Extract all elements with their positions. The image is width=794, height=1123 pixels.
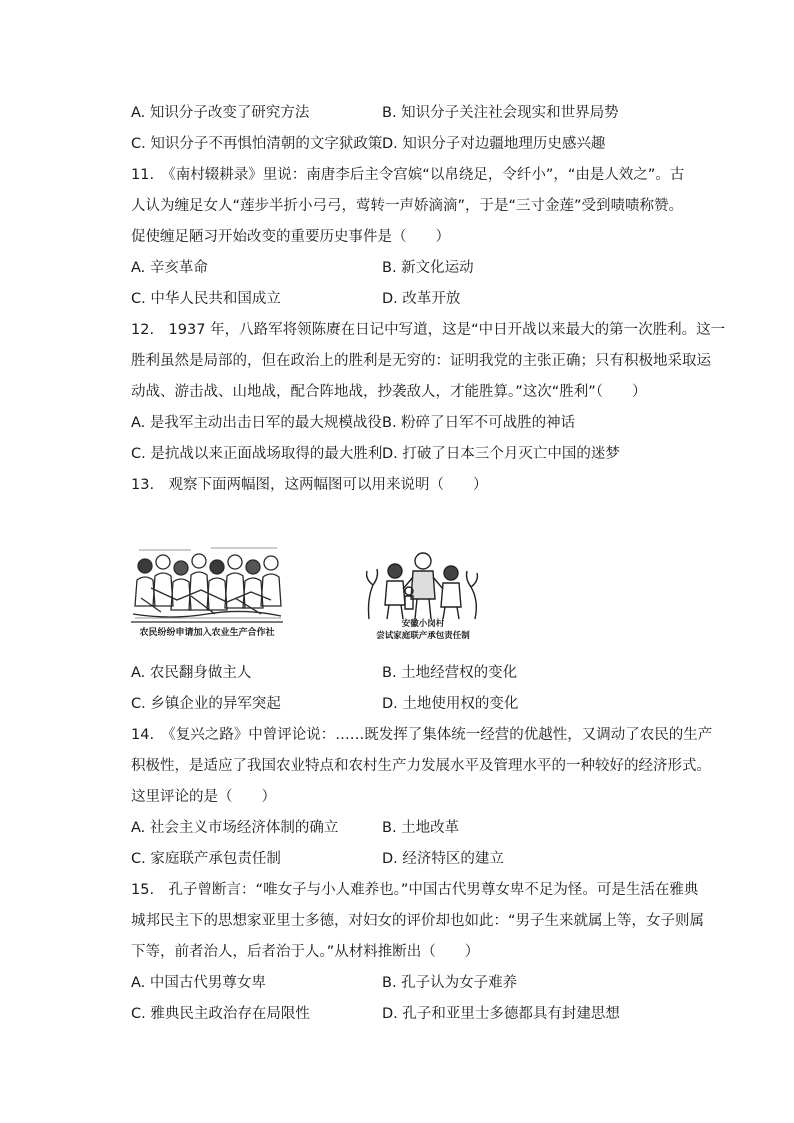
q15-option-c: C. 雅典民主政治存在局限性 [131, 1006, 310, 1022]
q11-stem-line2: 人认为缠足女人“莲步半折小弓弓，莺转一声娇滴滴”，于是“三寸金莲”受到啧啧称赞。 [131, 198, 684, 214]
q10-option-d: D. 知识分子对边疆地理历史感兴趣 [382, 136, 606, 152]
q12-option-b: B. 粉碎了日军不可战胜的神话 [382, 415, 576, 431]
figure-xiaogang-illustration [363, 549, 483, 647]
q15-stem-line2: 城邦民主下的思想家亚里士多德，对妇女的评价却也如此：“男子生来就属上等，女子则属 [131, 913, 705, 929]
q15-option-d: D. 孔子和亚里士多德都具有封建思想 [382, 1006, 620, 1022]
q10-option-b: B. 知识分子关注社会现实和世界局势 [382, 105, 619, 121]
q14-stem-line1: 14. 《复兴之路》中曾评论说：……既发挥了集体统一经营的优越性，又调动了农民的生产 [131, 727, 713, 743]
q13-option-c: C. 乡镇企业的异军突起 [131, 696, 281, 712]
q12-option-d: D. 打破了日本三个月灭亡中国的迷梦 [382, 446, 620, 462]
q12-stem-line3: 动战、游击战、山地战，配合阵地战，抄袭敌人，才能胜算。”这次“胜利”（ ） [131, 384, 647, 400]
q13-option-b: B. 土地经营权的变化 [382, 665, 518, 681]
q11-option-b: B. 新文化运动 [382, 260, 474, 276]
q14-option-c: C. 家庭联产承包责任制 [131, 851, 281, 867]
figure2-caption-line1: 安徽小岗村 [401, 619, 445, 629]
q15-stem-line3: 下等，前者治人，后者治于人。”从材料推断出（ ） [131, 944, 480, 960]
q12-option-a: A. 是我军主动出击日军的最大规模战役 [131, 415, 382, 431]
q14-option-d: D. 经济特区的建立 [382, 851, 504, 867]
q15-option-b: B. 孔子认为女子难养 [382, 975, 518, 991]
q15-option-a: A. 中国古代男尊女卑 [131, 975, 266, 991]
q14-stem-line2: 积极性，是适应了我国农业特点和农村生产力发展水平及管理水平的一种较好的经济形式。 [131, 758, 711, 774]
q12-option-c: C. 是抗战以来正面战场取得的最大胜利 [131, 446, 383, 462]
q13-option-a: A. 农民翻身做主人 [131, 665, 252, 681]
q12-stem-line1: 12. 1937 年，八路军将领陈赓在日记中写道，这是“中日开战以来最大的第一次胜利。这一 [131, 322, 726, 338]
q15-stem-line1: 15. 孔子曾断言：“唯女子与小人难养也。”中国古代男尊女卑不足为怪。可是生活在雅典 [131, 882, 699, 898]
q14-option-a: A. 社会主义市场经济体制的确立 [131, 820, 339, 836]
q14-stem-line3: 这里评论的是（ ） [131, 789, 276, 805]
q11-stem-line3: 促使缠足陋习开始改变的重要历史事件是（ ） [131, 229, 450, 245]
q13-option-d: D. 土地使用权的变化 [382, 696, 519, 712]
q11-option-d: D. 改革开放 [382, 291, 461, 307]
q12-stem-line2: 胜利虽然是局部的，但在政治上的胜利是无穷的：证明我党的主张正确；只有积极地采取运 [131, 353, 711, 369]
figure2-caption-line2: 尝试家庭联产承包责任制 [376, 631, 470, 641]
q11-option-c: C. 中华人民共和国成立 [131, 291, 281, 307]
q10-option-a: A. 知识分子改变了研究方法 [131, 105, 310, 121]
q10-option-c: C. 知识分子不再惧怕清朝的文字狱政策 [131, 136, 383, 152]
q13-stem-line1: 13. 观察下面两幅图，这两幅图可以用来说明（ ） [131, 477, 488, 493]
q11-stem-line1: 11. 《南村辍耕录》里说：南唐李后主令宫嫔“以帛绕足，令纤小”，“由是人效之”。古 [131, 167, 685, 183]
q14-option-b: B. 土地改革 [382, 820, 460, 836]
q11-option-a: A. 辛亥革命 [131, 260, 208, 276]
figure-cooperative-illustration [131, 540, 283, 644]
figure1-caption: 农民纷纷申请加入农业生产合作社 [139, 628, 275, 638]
farmers-sketch-icon [363, 549, 483, 621]
